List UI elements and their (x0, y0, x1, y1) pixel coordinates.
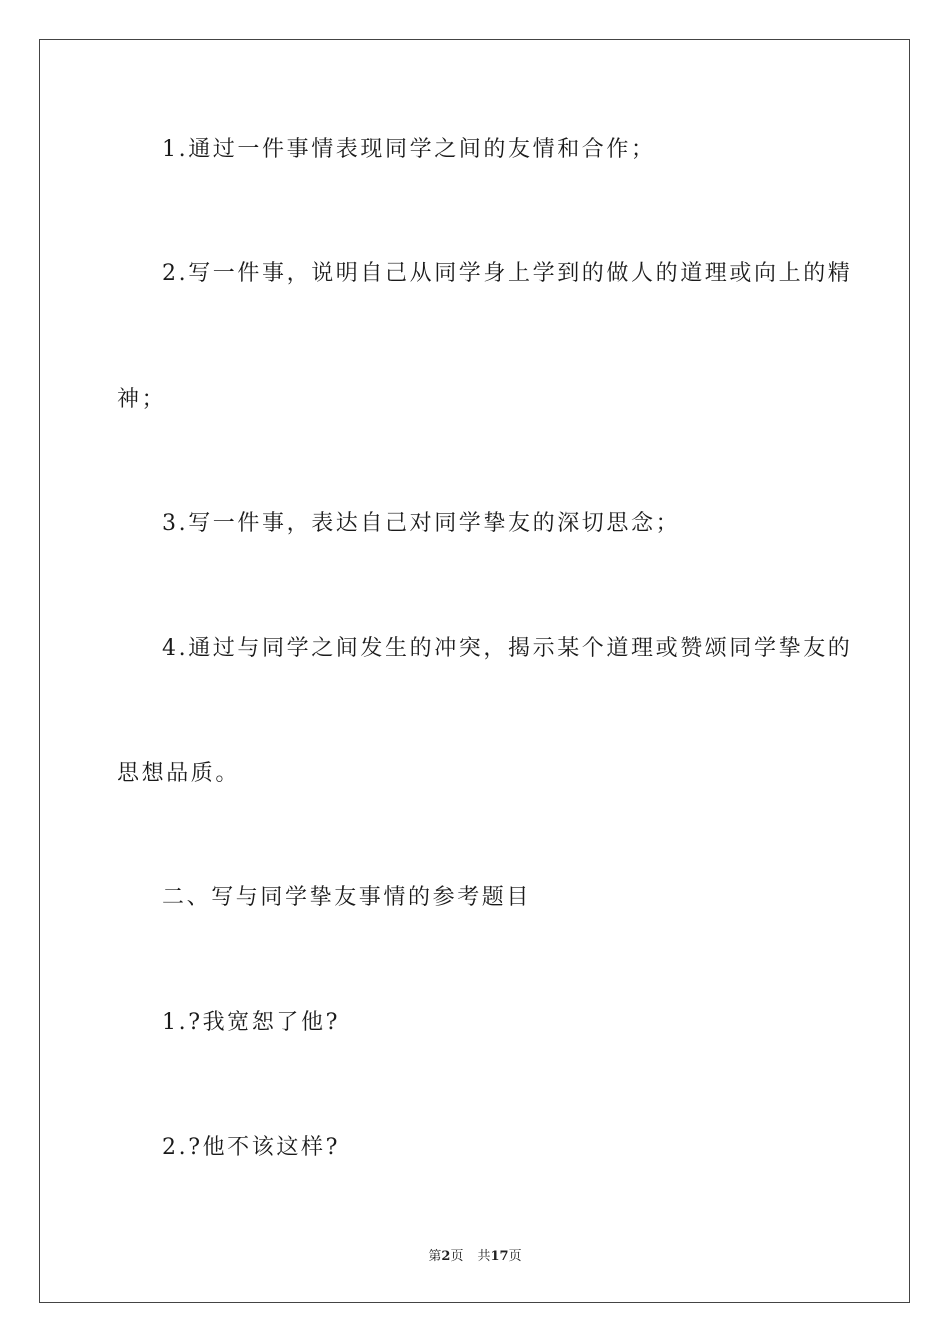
page-border (39, 39, 910, 1303)
footer-total-suffix: 页 (508, 1249, 522, 1264)
section-heading: 二、写与同学挚友事情的参考题目 (162, 885, 532, 910)
paragraph-line-1: 1.通过一件事情表现同学之间的友情和合作； (162, 137, 656, 162)
footer-page-number: 2 (441, 1249, 451, 1264)
paragraph-line-2: 2.写一件事，说明自己从同学身上学到的做人的道理或向上的精 (162, 261, 853, 286)
footer-page-suffix: 页 (450, 1249, 464, 1264)
footer-page-prefix: 第 (428, 1249, 442, 1264)
page-footer (0, 1248, 950, 1266)
paragraph-line-3: 3.写一件事，表达自己对同学挚友的深切思念； (162, 511, 681, 536)
paragraph-line-4-continued: 思想品质。 (117, 761, 241, 786)
footer-total-pages: 17 (490, 1249, 509, 1264)
topic-item-1: 1.?我宽恕了他? (162, 1010, 340, 1035)
paragraph-line-2-continued: 神； (117, 387, 167, 412)
topic-item-2: 2.?他不该这样? (162, 1135, 340, 1160)
paragraph-line-4: 4.通过与同学之间发生的冲突，揭示某个道理或赞颂同学挚友的 (162, 636, 853, 661)
footer-total-prefix: 共 (477, 1249, 491, 1264)
